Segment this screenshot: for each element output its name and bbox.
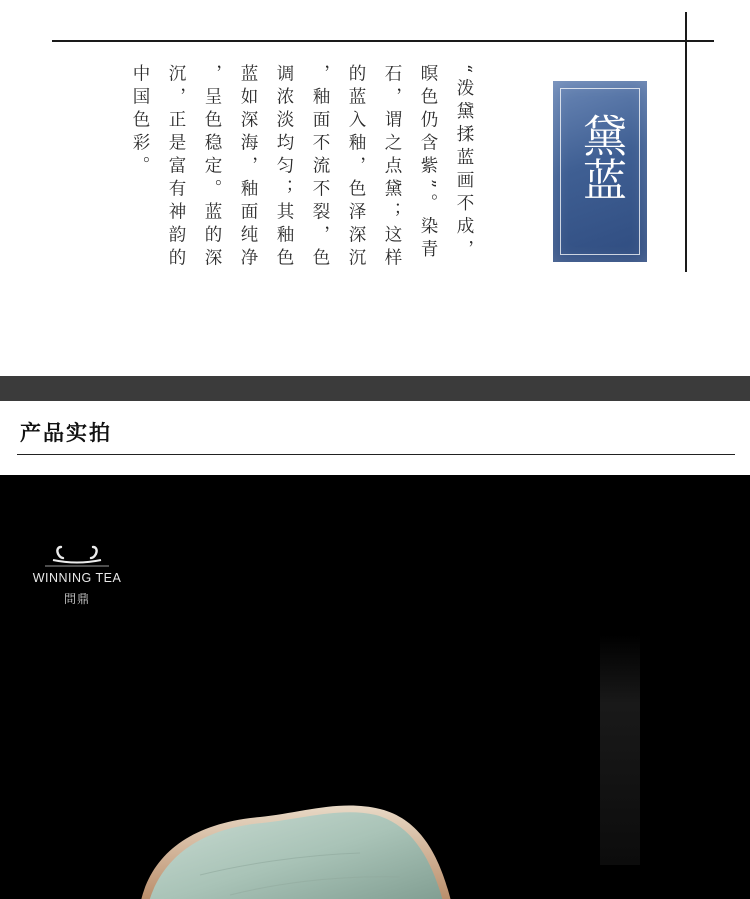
section-title: 产品实拍 xyxy=(20,421,112,445)
poem-column: 沉，正是富有神韵的 xyxy=(166,64,186,271)
title-text xyxy=(553,113,647,201)
poem-column: 调浓淡均匀；其釉色 xyxy=(274,64,294,271)
poem-column: 中国色彩。 xyxy=(130,64,150,179)
title-char: 黛 xyxy=(575,113,626,157)
poem-column: 石，谓之点黛；这样 xyxy=(382,64,402,271)
product-photo xyxy=(0,475,750,899)
brand-name-cn: 問鼎 xyxy=(63,592,90,606)
poem-column: 蓝如深海，釉面纯净 xyxy=(238,64,258,271)
vertical-rule xyxy=(685,12,687,272)
poem-column: 的蓝入釉，色泽深沉 xyxy=(346,64,366,271)
section-divider-band xyxy=(0,376,750,401)
horizontal-rule xyxy=(52,40,714,42)
poem-column: 暝色仍含紫”。染青 xyxy=(418,64,438,263)
brand-logo xyxy=(28,543,126,607)
title-card xyxy=(553,81,647,262)
poem-column: “泼黛揉蓝画不成， xyxy=(454,64,474,263)
poem-text xyxy=(122,64,482,274)
brand-name: WINNING TEA xyxy=(32,571,122,585)
section-rule xyxy=(17,454,735,455)
intro-section xyxy=(0,0,750,376)
poem-column: ，呈色稳定。蓝的深 xyxy=(202,64,222,271)
celadon-cup-image xyxy=(0,795,750,899)
poem-column: ，釉面不流不裂，色 xyxy=(310,64,330,271)
brand-cup-icon xyxy=(41,543,113,569)
title-char: 蓝 xyxy=(575,157,626,201)
